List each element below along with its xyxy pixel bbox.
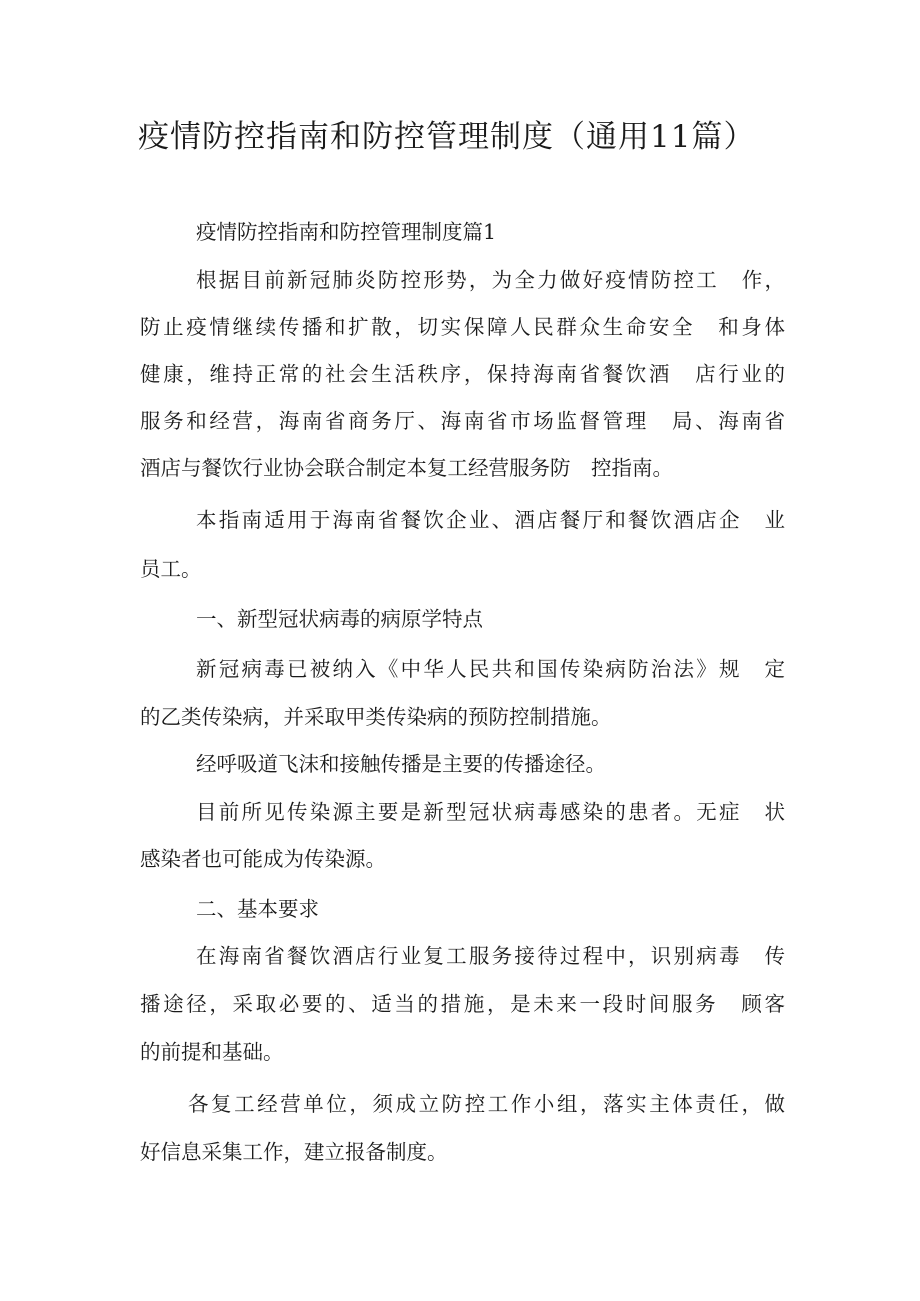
paragraph-line: 员工。 [140, 557, 202, 581]
section-heading: 一、新型冠状病毒的病原学特点 [196, 607, 483, 631]
paragraph-line: 本指南适用于海南省餐饮企业、酒店餐厅和餐饮酒店企 业 [196, 508, 785, 532]
paragraph-line: 各复工经营单位，须成立防控工作小组，落实主体责任，做 [188, 1092, 785, 1116]
paragraph-line: 服务和经营，海南省商务厅、海南省市场监督管理 局、海南省 [140, 409, 785, 433]
paragraph-line: 目前所见传染源主要是新型冠状病毒感染的患者。无症 状 [196, 800, 785, 824]
paragraph-line: 经呼吸道飞沫和接触传播是主要的传播途径。 [196, 752, 606, 776]
paragraph-line: 根据目前新冠肺炎防控形势，为全力做好疫情防控工 作， [196, 268, 785, 292]
paragraph-line: 健康，维持正常的社会生活秩序，保持海南省餐饮酒 店行业的 [140, 362, 785, 386]
paragraph-line: 的乙类传染病，并采取甲类传染病的预防控制措施。 [140, 705, 612, 729]
section-heading: 二、基本要求 [196, 897, 319, 921]
section-heading: 疫情防控指南和防控管理制度篇1 [196, 220, 497, 244]
paragraph-line: 防止疫情继续传播和扩散，切实保障人民群众生命安全 和身体 [140, 315, 785, 339]
document-title: 疫情防控指南和防控管理制度（通用11篇） [138, 119, 756, 155]
paragraph-line: 的前提和基础。 [140, 1040, 284, 1064]
paragraph-line: 好信息采集工作，建立报备制度。 [140, 1140, 448, 1164]
paragraph-line: 在海南省餐饮酒店行业复工服务接待过程中，识别病毒 传 [196, 944, 785, 968]
paragraph-line: 新冠病毒已被纳入《中华人民共和国传染病防治法》规 定 [196, 657, 785, 681]
paragraph-line: 酒店与餐饮行业协会联合制定本复工经营服务防 控指南。 [140, 456, 673, 480]
paragraph-line: 播途径，采取必要的、适当的措施，是未来一段时间服务 顾客 [140, 992, 785, 1016]
paragraph-line: 感染者也可能成为传染源。 [140, 847, 386, 871]
